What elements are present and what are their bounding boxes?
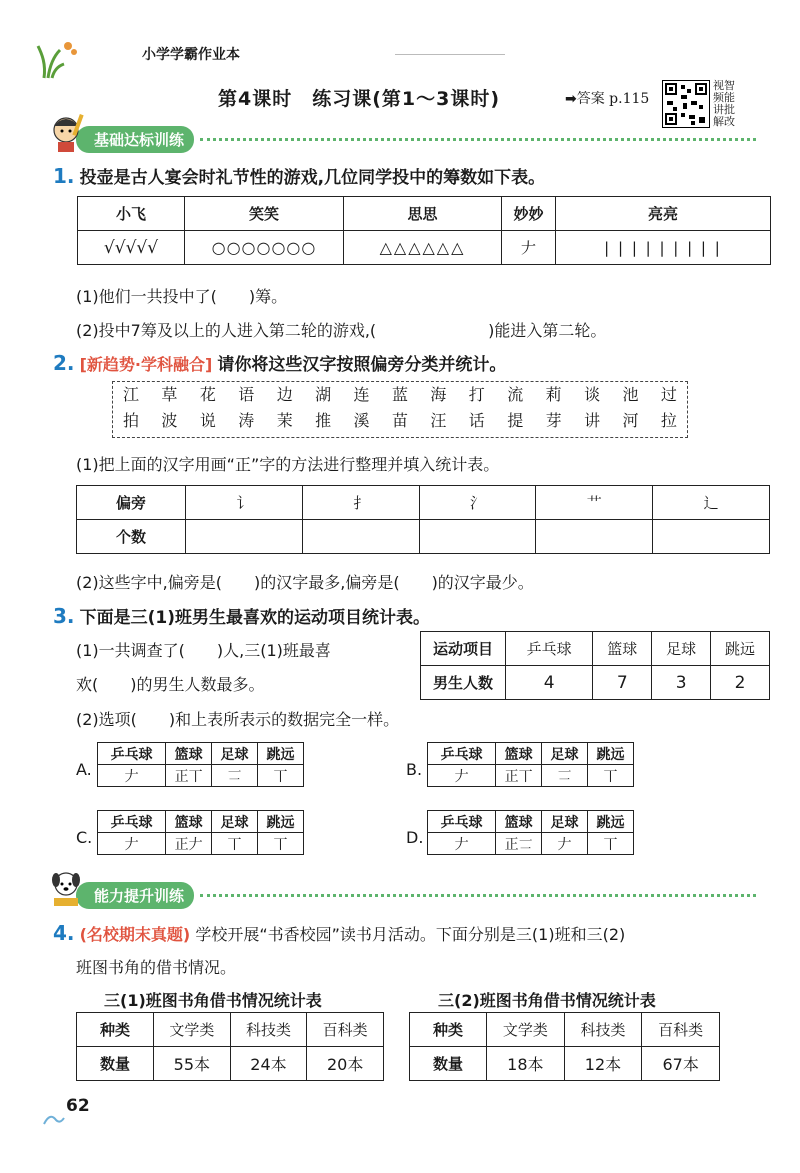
count-cell: 3 bbox=[652, 666, 711, 700]
q4-header: 种类 bbox=[410, 1013, 487, 1047]
question-3 bbox=[53, 603, 430, 628]
count-cell: 20本 bbox=[307, 1047, 384, 1081]
hanzi-char: 话 bbox=[468, 411, 485, 430]
mini-header: 乒乓球 bbox=[428, 743, 496, 765]
mini-tally: 𠄟 bbox=[212, 765, 258, 787]
section-dots bbox=[200, 894, 756, 897]
mini-header: 篮球 bbox=[166, 811, 212, 833]
mini-tally: 正𠄟 bbox=[496, 833, 542, 855]
count-cell: 18本 bbox=[487, 1047, 565, 1081]
mini-header: 篮球 bbox=[496, 743, 542, 765]
option-c-table bbox=[97, 810, 304, 855]
q4-right-table bbox=[409, 1012, 720, 1081]
q3-sub1-cont: 欢( )的男生人数最多。 bbox=[76, 675, 265, 694]
q4-header: 数量 bbox=[77, 1047, 154, 1081]
q2-sub1: (1)把上面的汉字用画“正”字的方法进行整理并填入统计表。 bbox=[76, 455, 500, 474]
qr-caption-line: 频能 bbox=[713, 91, 735, 104]
page-number: 62 bbox=[66, 1096, 90, 1116]
question-tag: (名校期末真题) bbox=[79, 925, 191, 944]
q3-header: 男生人数 bbox=[421, 666, 506, 700]
option-label[interactable]: A. bbox=[76, 760, 92, 779]
hanzi-char: 汪 bbox=[430, 411, 447, 430]
category-cell: 文学类 bbox=[487, 1013, 565, 1047]
q1-sub1: (1)他们一共投中了( )筹。 bbox=[76, 287, 288, 306]
mini-header: 足球 bbox=[212, 811, 258, 833]
count-cell: 2 bbox=[711, 666, 770, 700]
hanzi-char: 芽 bbox=[545, 411, 562, 430]
q1-table bbox=[77, 196, 771, 265]
q1-header: 亮亮 bbox=[556, 197, 771, 231]
hanzi-char: 草 bbox=[161, 385, 178, 404]
qr-caption-line: 讲批 bbox=[713, 103, 735, 116]
hanzi-char: 涛 bbox=[238, 411, 255, 430]
hanzi-char: 江 bbox=[123, 385, 140, 404]
q2-sub2: (2)这些字中,偏旁是( )的汉字最多,偏旁是( )的汉字最少。 bbox=[76, 573, 534, 592]
hanzi-char: 拍 bbox=[123, 411, 140, 430]
radical-cell: 讠 bbox=[186, 486, 303, 520]
answer-page: 答案 p.115 bbox=[576, 91, 650, 107]
mini-tally: 丅 bbox=[588, 833, 634, 855]
q1-header: 小飞 bbox=[78, 197, 185, 231]
section-dots bbox=[200, 138, 756, 141]
question-tag: [新趋势·学科融合] bbox=[79, 355, 213, 374]
category-cell: 百科类 bbox=[642, 1013, 720, 1047]
count-cell: 7 bbox=[593, 666, 652, 700]
option-label[interactable]: B. bbox=[406, 760, 423, 779]
qr-caption bbox=[713, 80, 749, 128]
category-cell: 科技类 bbox=[564, 1013, 642, 1047]
question-number: 4. bbox=[53, 921, 75, 945]
hanzi-char: 湖 bbox=[315, 385, 332, 404]
mini-tally: 𠂇 bbox=[542, 833, 588, 855]
q1-sub2: (2)投中7筹及以上的人进入第二轮的游戏,( )能进入第二轮。 bbox=[76, 321, 607, 340]
hanzi-char: 说 bbox=[199, 411, 216, 430]
char-row bbox=[113, 408, 687, 434]
hanzi-char: 提 bbox=[507, 411, 524, 430]
left-table-title: 三(1)班图书角借书情况统计表 bbox=[104, 991, 322, 1010]
q3-sub2: (2)选项( )和上表所表示的数据完全一样。 bbox=[76, 710, 400, 729]
question-text: 学校开展“书香校园”读书月活动。下面分别是三(1)班和三(2) bbox=[195, 925, 626, 944]
hanzi-char: 拉 bbox=[660, 411, 677, 430]
category-cell: 百科类 bbox=[307, 1013, 384, 1047]
mini-tally: 丅 bbox=[258, 765, 304, 787]
question-text-cont: 班图书角的借书情况。 bbox=[76, 958, 237, 977]
wave-decoration-icon bbox=[42, 1112, 66, 1126]
mini-tally: 正丅 bbox=[496, 765, 542, 787]
q1-tally: | | | | | | | | | bbox=[556, 231, 771, 265]
hanzi-char: 花 bbox=[199, 385, 216, 404]
qr-caption-line: 解改 bbox=[713, 115, 735, 128]
char-box bbox=[112, 381, 688, 438]
question-number: 3. bbox=[53, 604, 75, 628]
q1-tally: ○○○○○○○ bbox=[185, 231, 344, 265]
section-title-advanced: 能力提升训练 bbox=[76, 882, 194, 909]
answer-cell[interactable] bbox=[653, 520, 770, 554]
q1-header: 笑笑 bbox=[185, 197, 344, 231]
hanzi-char: 谈 bbox=[584, 385, 601, 404]
question-text: 下面是三(1)班男生最喜欢的运动项目统计表。 bbox=[79, 608, 430, 628]
mini-header: 跳远 bbox=[258, 743, 304, 765]
option-d-table bbox=[427, 810, 634, 855]
mini-tally: 𠄟 bbox=[542, 765, 588, 787]
lesson-title: 第4课时 练习课(第1～3课时) bbox=[218, 88, 501, 110]
mini-tally: 𠂇 bbox=[428, 765, 496, 787]
hanzi-char: 苗 bbox=[391, 411, 408, 430]
qr-code-icon[interactable] bbox=[662, 80, 710, 128]
count-cell: 12本 bbox=[564, 1047, 642, 1081]
mini-header: 跳远 bbox=[588, 743, 634, 765]
radical-cell: 艹 bbox=[536, 486, 653, 520]
q3-table bbox=[420, 631, 770, 700]
section-title-basic: 基础达标训练 bbox=[76, 126, 194, 153]
hanzi-char: 过 bbox=[660, 385, 677, 404]
hanzi-char: 海 bbox=[430, 385, 447, 404]
question-text: 请你将这些汉字按照偏旁分类并统计。 bbox=[217, 355, 507, 375]
section-banner-advanced bbox=[46, 882, 756, 908]
answer-cell[interactable] bbox=[186, 520, 303, 554]
mini-header: 足球 bbox=[212, 743, 258, 765]
book-title: 小学学霸作业本 bbox=[142, 47, 240, 63]
question-number: 2. bbox=[53, 351, 75, 375]
option-label[interactable]: D. bbox=[406, 828, 424, 847]
sport-cell: 跳远 bbox=[711, 632, 770, 666]
mini-header: 篮球 bbox=[496, 811, 542, 833]
count-cell: 24本 bbox=[230, 1047, 307, 1081]
radical-cell: 氵 bbox=[419, 486, 536, 520]
option-label[interactable]: C. bbox=[76, 828, 93, 847]
q1-tally: √√√√√ bbox=[78, 231, 185, 265]
mini-tally: 𠂇 bbox=[98, 833, 166, 855]
hanzi-char: 池 bbox=[622, 385, 639, 404]
hanzi-char: 茉 bbox=[276, 411, 293, 430]
hanzi-char: 讲 bbox=[584, 411, 601, 430]
count-cell: 4 bbox=[506, 666, 593, 700]
mini-tally: 𠂇 bbox=[98, 765, 166, 787]
right-table-title: 三(2)班图书角借书情况统计表 bbox=[438, 991, 656, 1010]
pencil-boy-mascot-icon bbox=[46, 112, 86, 154]
mini-tally: 丅 bbox=[258, 833, 304, 855]
hanzi-char: 河 bbox=[622, 411, 639, 430]
question-2 bbox=[53, 350, 506, 375]
mini-tally: 丅 bbox=[212, 833, 258, 855]
sport-cell: 篮球 bbox=[593, 632, 652, 666]
option-a-table bbox=[97, 742, 304, 787]
radical-cell: 扌 bbox=[302, 486, 419, 520]
hanzi-char: 溪 bbox=[353, 411, 370, 430]
q3-sub1: (1)一共调查了( )人,三(1)班最喜 bbox=[76, 641, 331, 660]
sport-cell: 乒乓球 bbox=[506, 632, 593, 666]
category-cell: 文学类 bbox=[154, 1013, 231, 1047]
hanzi-char: 推 bbox=[315, 411, 332, 430]
q2-header: 偏旁 bbox=[77, 486, 186, 520]
answer-reference bbox=[565, 88, 649, 108]
question-text: 投壶是古人宴会时礼节性的游戏,几位同学投中的筹数如下表。 bbox=[79, 168, 546, 188]
sprout-logo-icon bbox=[34, 34, 80, 82]
dog-mascot-icon bbox=[46, 868, 86, 910]
hanzi-char: 连 bbox=[353, 385, 370, 404]
hanzi-char: 莉 bbox=[545, 385, 562, 404]
mini-header: 足球 bbox=[542, 743, 588, 765]
count-cell: 67本 bbox=[642, 1047, 720, 1081]
mini-tally: 正𠂇 bbox=[166, 833, 212, 855]
hanzi-char: 语 bbox=[238, 385, 255, 404]
mini-header: 跳远 bbox=[258, 811, 304, 833]
q4-header: 数量 bbox=[410, 1047, 487, 1081]
q1-tally: 𠂇 bbox=[502, 231, 556, 265]
option-b-table bbox=[427, 742, 634, 787]
hanzi-char: 打 bbox=[468, 385, 485, 404]
mini-header: 跳远 bbox=[588, 811, 634, 833]
mini-header: 乒乓球 bbox=[98, 743, 166, 765]
q1-tally: △△△△△△ bbox=[344, 231, 502, 265]
char-row bbox=[113, 382, 687, 408]
q2-table bbox=[76, 485, 770, 554]
q1-header: 妙妙 bbox=[502, 197, 556, 231]
hanzi-char: 流 bbox=[507, 385, 524, 404]
qr-caption-line: 视智 bbox=[713, 79, 735, 92]
mini-header: 乒乓球 bbox=[428, 811, 496, 833]
category-cell: 科技类 bbox=[230, 1013, 307, 1047]
q3-header: 运动项目 bbox=[421, 632, 506, 666]
mini-tally: 丅 bbox=[588, 765, 634, 787]
question-number: 1. bbox=[53, 164, 75, 188]
question-4 bbox=[53, 921, 625, 945]
question-1 bbox=[53, 163, 545, 188]
answer-cell[interactable] bbox=[536, 520, 653, 554]
mini-header: 足球 bbox=[542, 811, 588, 833]
q4-header: 种类 bbox=[77, 1013, 154, 1047]
q4-left-table bbox=[76, 1012, 384, 1081]
header-rule bbox=[395, 54, 505, 55]
hanzi-char: 边 bbox=[276, 385, 293, 404]
hanzi-char: 波 bbox=[161, 411, 178, 430]
arrow-right-icon: ➡ bbox=[565, 91, 577, 107]
mini-header: 乒乓球 bbox=[98, 811, 166, 833]
answer-cell[interactable] bbox=[302, 520, 419, 554]
mini-header: 篮球 bbox=[166, 743, 212, 765]
q1-header: 思思 bbox=[344, 197, 502, 231]
count-cell: 55本 bbox=[154, 1047, 231, 1081]
mini-tally: 正丅 bbox=[166, 765, 212, 787]
q2-header: 个数 bbox=[77, 520, 186, 554]
answer-cell[interactable] bbox=[419, 520, 536, 554]
hanzi-char: 蓝 bbox=[391, 385, 408, 404]
mini-tally: 𠂇 bbox=[428, 833, 496, 855]
sport-cell: 足球 bbox=[652, 632, 711, 666]
section-banner-basic bbox=[46, 126, 756, 152]
radical-cell: 辶 bbox=[653, 486, 770, 520]
